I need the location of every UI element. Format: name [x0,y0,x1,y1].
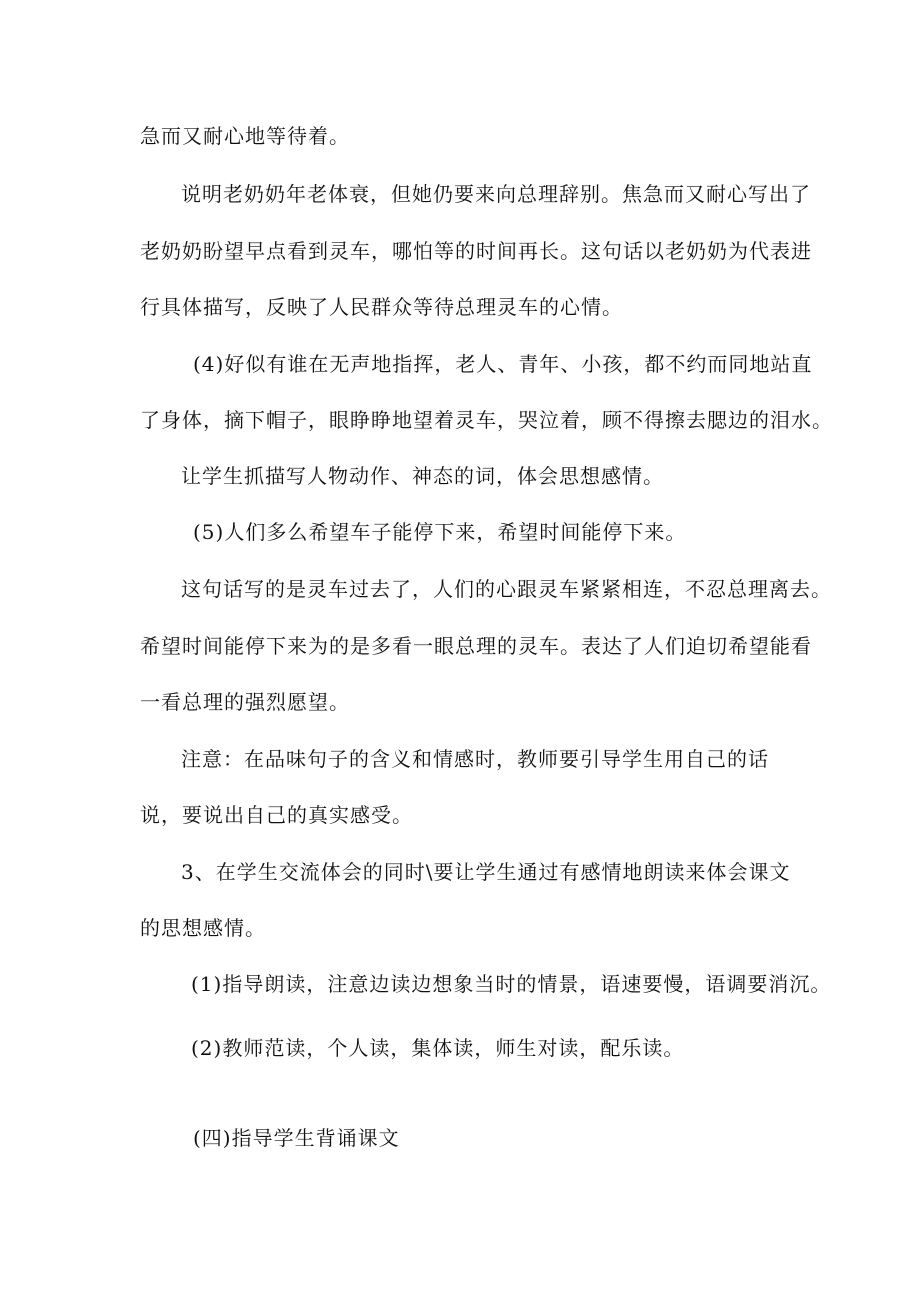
text-line: 老奶奶盼望早点看到灵车，哪怕等的时间再长。这句话以老奶奶为代表进 [140,239,812,263]
text-line: 行具体描写，反映了人民群众等待总理灵车的心情。 [140,295,623,319]
section-heading: (四)指导学生背诵课文 [193,1126,400,1150]
text-line: 说明老奶奶年老体衰，但她仍要来向总理辞别。焦急而又耐心写出了 [181,182,811,206]
text-line: 急而又耐心地等待着。 [140,124,350,148]
text-line: 让学生抓描写人物动作、神态的词，体会思想感情。 [181,464,664,488]
text-line: (5)人们多么希望车子能停下来，希望时间能停下来。 [193,520,687,544]
text-line: 这句话写的是灵车过去了，人们的心跟灵车紧紧相连，不忍总理离去。 [181,577,832,601]
text-line: 说，要说出自己的真实感受。 [140,803,413,827]
text-line: 了身体，摘下帽子，眼睁睁地望着灵车，哭泣着，顾不得擦去腮边的泪水。 [140,408,833,432]
text-line: 注意：在品味句子的含义和情感时，教师要引导学生用自己的话 [181,747,769,771]
text-line: (2)教师范读，个人读，集体读，师生对读，配乐读。 [191,1036,685,1060]
text-line: 的思想感情。 [140,916,266,940]
text-line: 一看总理的强烈愿望。 [140,690,350,714]
text-line: (4)好似有谁在无声地指挥，老人、青年、小孩，都不约而同地站直 [193,352,813,376]
text-line: (1)指导朗读，注意边读边想象当时的情景，语速要慢，语调要消沉。 [191,972,832,996]
text-line: 希望时间能停下来为的是多看一眼总理的灵车。表达了人们迫切希望能看 [140,634,812,658]
text-line: 3、在学生交流体会的同时\要让学生通过有感情地朗读来体会课文 [181,860,791,884]
